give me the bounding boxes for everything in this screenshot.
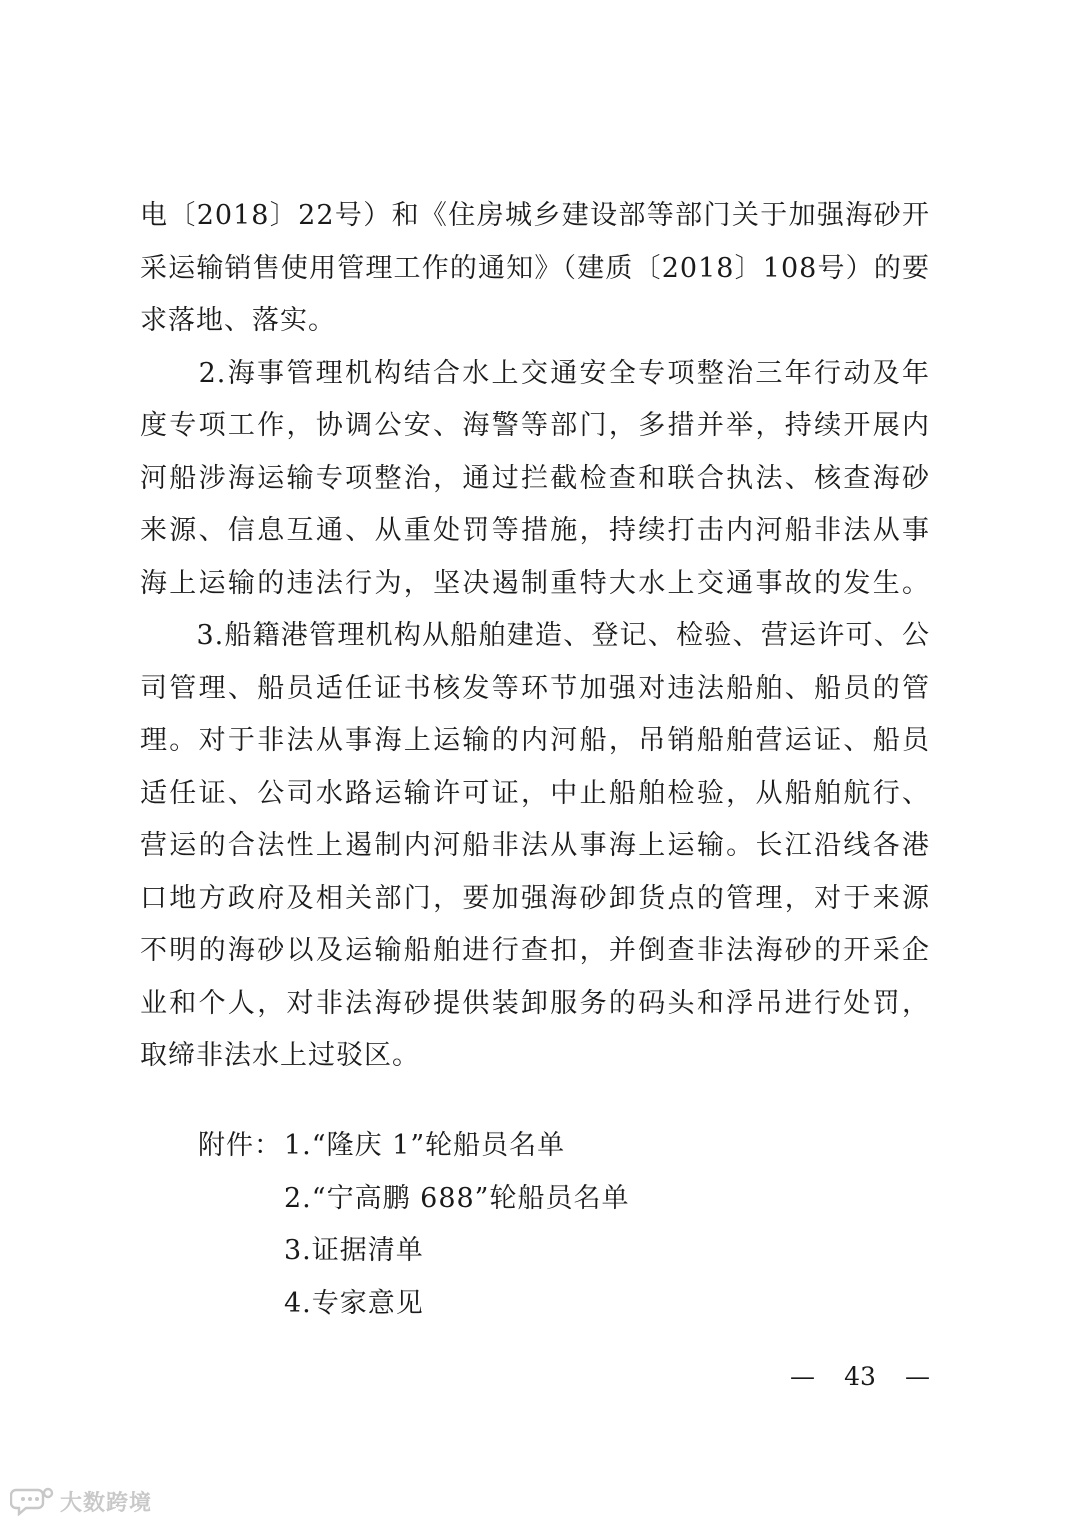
- paragraph-line: 海上运输的违法行为，坚决遏制重特大水上交通事故的发生。: [140, 567, 930, 599]
- watermark-text: 大数跨境: [60, 1490, 153, 1516]
- paragraph-line: 来源、信息互通、从重处罚等措施，持续打击内河船非法从事: [140, 515, 930, 546]
- page-number-value: 43: [844, 1362, 876, 1391]
- page-number: [790, 1355, 930, 1399]
- attachment-text: 3.证据清单: [284, 1235, 424, 1266]
- attachment-text: 2.“宁高鹏 688”轮船员名单: [284, 1182, 630, 1214]
- paragraph-line: 采运输销售使用管理工作的通知》（建质〔2018〕108号）的要: [140, 252, 930, 284]
- paragraph-line: 2.海事管理机构结合水上交通安全专项整治三年行动及年: [140, 357, 930, 389]
- paragraph-line: 3.船籍港管理机构从船舶建造、登记、检验、营运许可、公: [140, 620, 930, 651]
- paragraph-line: 司管理、船员适任证书核发等环节加强对违法船舶、船员的管: [140, 672, 930, 704]
- paragraph-line: 业和个人，对非法海砂提供装卸服务的码头和浮吊进行处罚，: [140, 987, 930, 1019]
- paragraph-line: 河船涉海运输专项整治，通过拦截检查和联合执法、核查海砂: [140, 462, 930, 494]
- paragraph-line: 适任证、公司水路运输许可证，中止船舶检验，从船舶航行、: [140, 777, 930, 809]
- attachments-list: [198, 1120, 629, 1330]
- attachment-item: [198, 1225, 629, 1278]
- page-number-dash-right: —: [905, 1362, 930, 1391]
- attachment-item: [198, 1120, 629, 1173]
- paragraph-line: 不明的海砂以及运输船舶进行查扣，并倒查非法海砂的开采企: [140, 935, 930, 966]
- page-number-dash-left: —: [790, 1362, 815, 1391]
- speech-bubble-logo-icon: [10, 1486, 54, 1516]
- watermark: [10, 1484, 152, 1518]
- attachments-label: 附件：: [198, 1130, 282, 1161]
- body-text: [140, 190, 930, 1083]
- attachment-item: [198, 1173, 629, 1226]
- attachment-text: 1.“隆庆 1”轮船员名单: [284, 1130, 566, 1161]
- paragraph-line: 理。对于非法从事海上运输的内河船，吊销船舶营运证、船员: [140, 725, 930, 756]
- paragraph-line: 电〔2018〕22号）和《住房城乡建设部等部门关于加强海砂开: [140, 200, 930, 231]
- paragraph-line: 取缔非法水上过驳区。: [140, 1040, 420, 1071]
- paragraph-line: 求落地、落实。: [140, 305, 336, 336]
- paragraph-line: 口地方政府及相关部门，要加强海砂卸货点的管理，对于来源: [140, 882, 930, 914]
- paragraph-line: 营运的合法性上遏制内河船非法从事海上运输。长江沿线各港: [140, 830, 930, 861]
- attachment-item: [198, 1278, 629, 1331]
- attachment-text: 4.专家意见: [284, 1287, 424, 1319]
- paragraph-line: 度专项工作，协调公安、海警等部门，多措并举，持续开展内: [140, 410, 930, 441]
